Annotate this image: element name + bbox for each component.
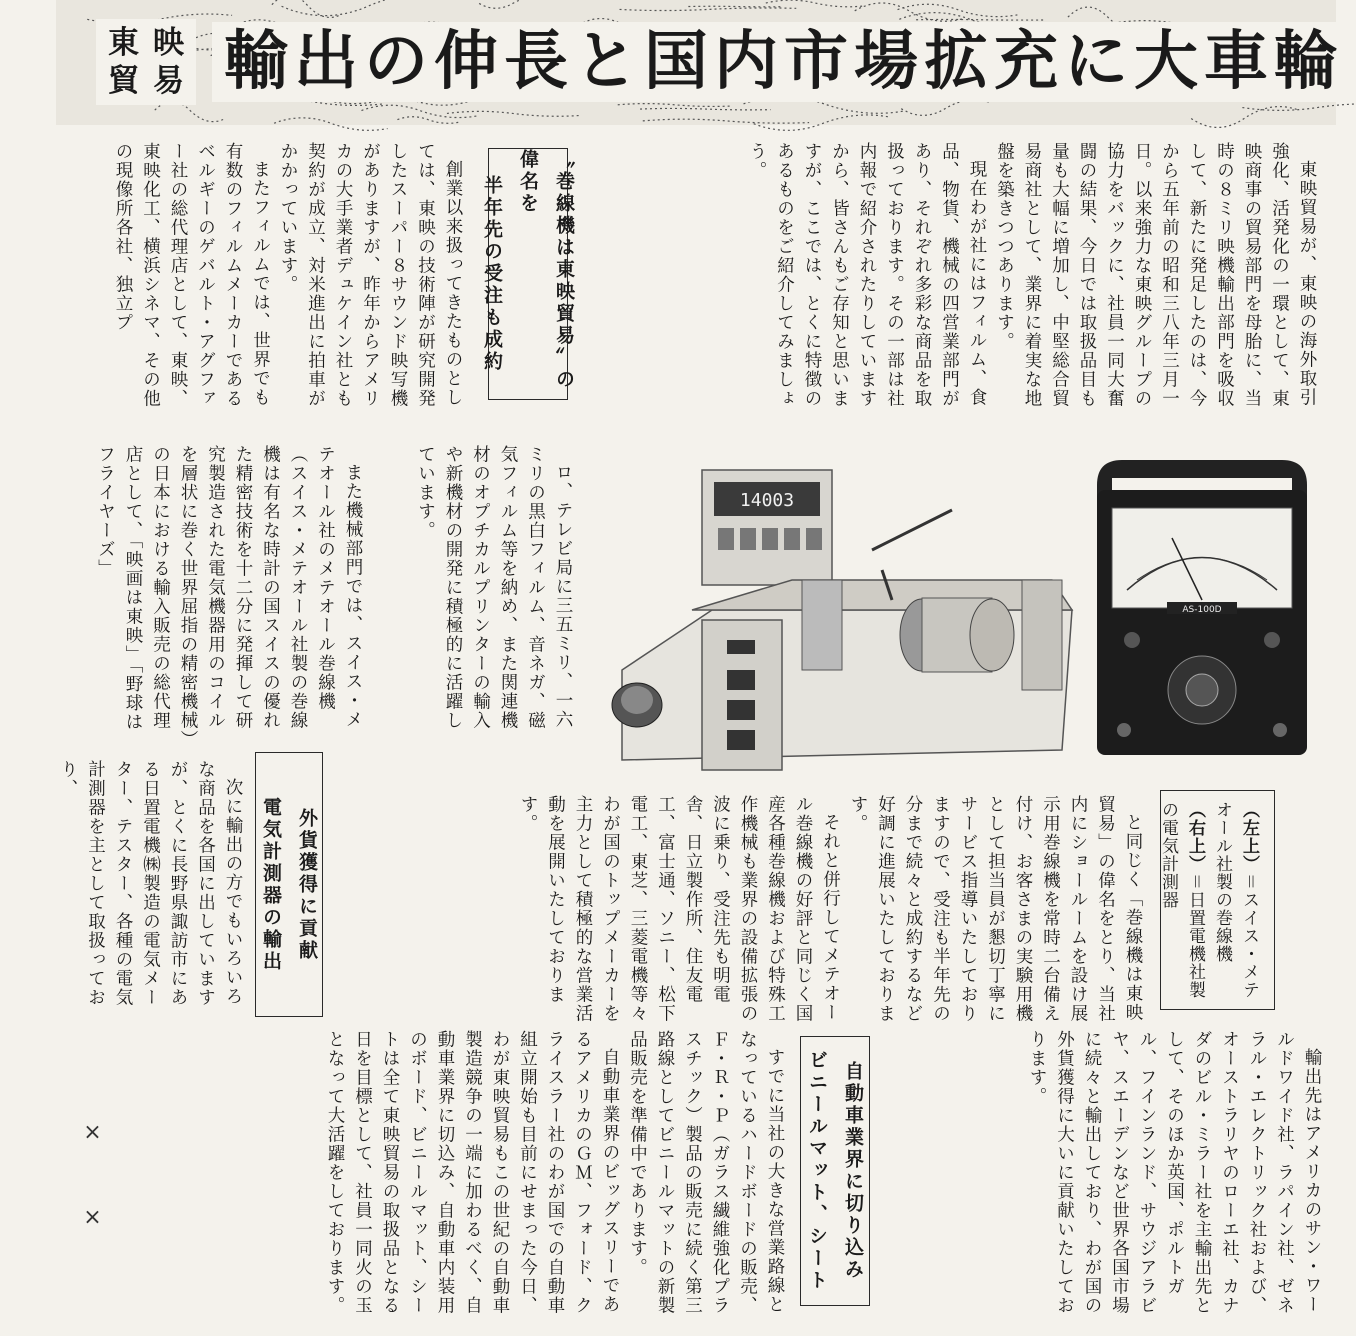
article-column (380, 445, 576, 745)
subhead-line: 電気計測器の輸出 (260, 796, 282, 973)
subhead-line: 外貨獲得に貢献 (296, 807, 318, 962)
company-char: 貿 (108, 63, 139, 99)
paragraph: 輸出先はアメリカのサン・ワールドワイド社、ラパイン社、ゼネラル・エレクトリック社および、オーストラリヤのローエ社、カナダのビル・ミラー社を主輸出先として、そのほか英国、ポルトガル、フインランド、サウジアラビヤ、スエーデンなど世界各国市場に続々と輸出しており、わが国の外貨獲得に大いに貢献いたしております。 (1027, 1030, 1322, 1315)
end-mark: ×× (80, 1120, 105, 1290)
company-char: 易 (153, 63, 184, 99)
subhead-line: 半年先の受注も成約 (481, 175, 503, 373)
counter-readout: 14003 (739, 490, 795, 511)
article-column (518, 795, 1146, 1023)
title-banner (56, 0, 1344, 125)
winding-machine-illustration (612, 470, 1072, 770)
paragraph: ロ、テレビ局に三五ミリ、一六ミリの黒白フィルム、音ネガ、磁気フィルム等を納め、また関連機材のオプチカルプリンターの輸入や新機材の開発に積極的に活躍しています。 (415, 445, 573, 730)
caption-tag-left: （左上） (1239, 801, 1259, 873)
article-column (56, 142, 466, 422)
caption-tag-right: （右上） (1185, 801, 1205, 873)
paragraph: またフィルムでは、世界でも有数のフィルムメーカーであるベルギーのゲバルト・アグファー社の総代理店として、東映、東映化工、横浜シネマ、その他の現像所各社、独立プ (113, 142, 271, 408)
article-column (330, 795, 586, 1023)
paragraph: 次に輸出の方でもいろいろな商品を各国に出していますが、とくに長野県諏訪市にある日置電機㈱製造の電気メーター、テスター、各種の電気計測器を主として取扱っており、 (58, 760, 243, 1007)
subhead-winding-machine (481, 148, 575, 400)
subhead-line: ビニールマット、シート (806, 1050, 828, 1292)
paragraph: 東映貿易が、東映の海外取引強化、活発化の一環として、東映商事の貿易部門を母胎に、当時の８ミリ映機輸出部門を吸収して、新たに発足したのは、今から五年前の昭和三八年三月一日。以来強力な東映グループの協力をバックに、社員一同大奮闘の結果、今日では取扱品目も量も大幅に増加し、中堅総合貿易商社として、業界に着実な地盤を築きつつあります。 (994, 142, 1317, 408)
paragraph: と同じく「巻線機は東映貿易」の偉名をとり、当社内にショールームを設け展示用巻線機を常時二台備え付け、お客さまの実験用機として担当員が懇切丁寧にサービス指導いたしておりますので、受注も半年先の分まで続々と成約するなど好調に進展いたしております。 (848, 795, 1143, 1023)
subhead-exports (255, 752, 323, 1017)
company-char: 映 (153, 25, 184, 61)
company-name (96, 19, 196, 105)
paragraph: それと併行してメテオール巻線機の好評と同じく国産各種巻線機および特殊工作機械も業界の設備拡張の波に乗り、受注先も明電舎、日立製作所、住友電工、富士通、ソニー、松下電工、東芝、三菱電機等々わが国のトップメーカーを主力として積極的な営業活動を展開いたしております。 (518, 795, 841, 1023)
subhead-line: 自動車業界に切り込み (842, 1061, 864, 1281)
paragraph: 現在わが社にはフィルム、食品、物貨、機械の四営業部門があり、それぞれ多彩な商品を取扱っております。その一部は社内報で紹介されたりしていますから、皆さんもご存知と思いますが、ここでは、とくに特徴のあるものをご紹介してみましょう。 (747, 142, 987, 408)
article-column (885, 1030, 1325, 1320)
headline: 輸出の伸長と国内市場拡充に大車輪 (212, 22, 1356, 102)
title-plate (96, 14, 1344, 110)
article-column (120, 1030, 788, 1320)
article-column (56, 445, 366, 745)
paragraph: また機械部門では、スイス・メテオール社のメテオール巻線機（スイス・メテオール社製の巻線機は有名な時計の国スイスの優れた精密技術を十二分に発揮して研究製造された電気機器用のコイルを層状に巻く世界屈指の精密機械）の日本における輸入販売の総代理店として、「映画は東映」「野球はフライヤーズ」 (95, 445, 363, 741)
subhead-auto-industry (800, 1036, 870, 1306)
paragraph: 創業以来扱ってきたものとしては、東映の技術陣が研究開発したスーパー８サウンド映写機がありますが、昨年からアメリカの大手業者デュケイン社とも契約が成立、対米進出に拍車がかかっています。 (278, 142, 463, 408)
company-char: 東 (108, 25, 139, 61)
meter-model-label: AS-100D (1182, 605, 1222, 615)
caption-text-left: ＝スイス・メテオール社製の巻線機 (1212, 801, 1259, 999)
product-photo (592, 430, 1312, 780)
article-column (747, 142, 1320, 422)
subhead-line: 〝巻線機は東映貿易〟の偉名を (517, 149, 575, 391)
paragraph: すでに当社の大きな営業路線となっているハードボードの販売、Ｆ・Ｒ・Ｐ（ガラス繊維強化プラスチック）製品の販売に続く第三路線としてビニールマットの新製品販売を準備中であります。 (627, 1030, 785, 1315)
caption-text-right: ＝日置電機社製の電気計測器 (1158, 801, 1205, 999)
article-column (56, 760, 246, 1020)
photo-caption (1160, 790, 1275, 1010)
multimeter-illustration (1097, 460, 1307, 755)
paragraph: 自動車業界のビッグスリーであるアメリカのＧＭ、フォード、クライスラー社のわが国での自動車組立開始も目前にせまった今日、わが東映貿易もこの世紀の自動車製造競争の一端に加わるべく、自動車業界に切込み、自動車内装用のボード、ビニールマット、シートは全て東映貿易の取扱品となる日を目標として、社員一同火の玉となって大活躍をしております。 (325, 1030, 620, 1315)
